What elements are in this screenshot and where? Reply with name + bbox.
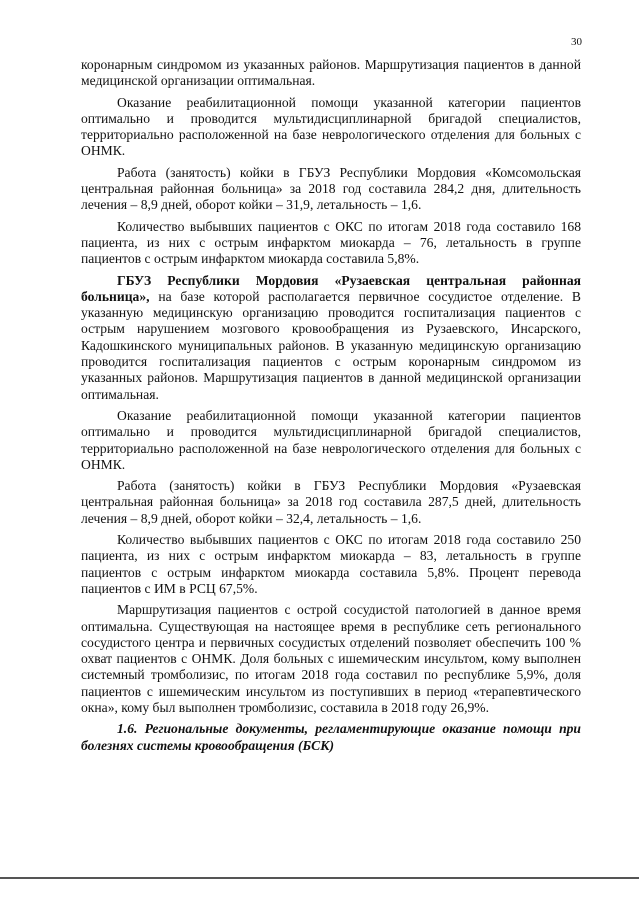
ruzaevka-paragraph: [81, 273, 581, 403]
hospital-name: ГБУЗ Республики Мордовия «Рузаевская центральная районная больница»,: [81, 272, 581, 304]
paragraph: Количество выбывших пациентов с ОКС по итогам 2018 года составило 168 пациента, из них с острым инфарктом миокарда – 76, летальность в группе пациентов с острым инфарктом миокарда составила 5,8%.: [81, 218, 581, 267]
page-number: 30: [571, 36, 582, 48]
paragraph: Работа (занятость) койки в ГБУЗ Республики Мордовия «Рузаевская центральная районная больница» за 2018 год составила 287,5 дней, длительность лечения – 8,9 дней, оборот койки – 32,4, летальность – 1,6.: [81, 478, 581, 526]
paragraph: Работа (занятость) койки в ГБУЗ Республики Мордовия «Комсомольская центральная районная больница» за 2018 год составила 284,2 дня, длительность лечения – 8,9 дней, оборот койки – 31,9, летальность – 1,6.: [81, 164, 581, 213]
document-body: [81, 57, 581, 759]
paragraph: коронарным синдромом из указанных районов. Маршрутизация пациентов в данной медицинской организации оптимальная.: [81, 57, 581, 89]
paragraph: Оказание реабилитационной помощи указанной категории пациентов оптимально и проводится мультидисциплинарной бригадой специалистов, территориально расположенной на базе неврологического отделения для больных с ОНМК.: [81, 407, 581, 472]
paragraph: Количество выбывших пациентов с ОКС по итогам 2018 года составило 250 пациента, из них с острым инфарктом миокарда – 83, летальность в группе пациентов с острым инфарктом миокарда составила 5,8%. Процент перевода пациентов с ИМ в РСЦ 67,5%.: [81, 532, 581, 596]
section-heading: 1.6. Региональные документы, регламентирующие оказание помощи при болезнях системы кровообращения (БСК): [81, 721, 581, 753]
paragraph: Маршрутизация пациентов с острой сосудистой патологией в данное время оптимальна. Существующая на настоящее время в республике сеть регионального сосудистого центра и первичных сосудистых отделений позволяет обеспечить 100 % охват пациентов с ОНМК. Доля больных с ишемическим инсультом, кому выполнен системный тромболизис, по итогам 2018 года составил по республике 5,9%, доля пациентов с ишемическим инсультом из поступивших в период «терапевтического окна», кому был выполнен тромболизис, составила в 2018 году 26,9%.: [81, 602, 581, 715]
page-bottom-rule: [0, 877, 639, 879]
paragraph: Оказание реабилитационной помощи указанной категории пациентов оптимально и проводится мультидисциплинарной бригадой специалистов, территориально расположенной на базе неврологического отделения для больных с ОНМК.: [81, 94, 581, 159]
paragraph-text: на базе которой располагается первичное сосудистое отделение. В указанную медицинскую организацию проводится госпитализация пациентов с острым нарушением мозгового кровообращения из Рузаевского, Инсарского, Кадошкинского муниципальных районов. В указанную медицинскую организацию проводится госпитализация пациентов с острым коронарным синдромом из указанных районов. Маршрутизация пациентов в данной медицинской организации оптимальная.: [81, 288, 581, 402]
